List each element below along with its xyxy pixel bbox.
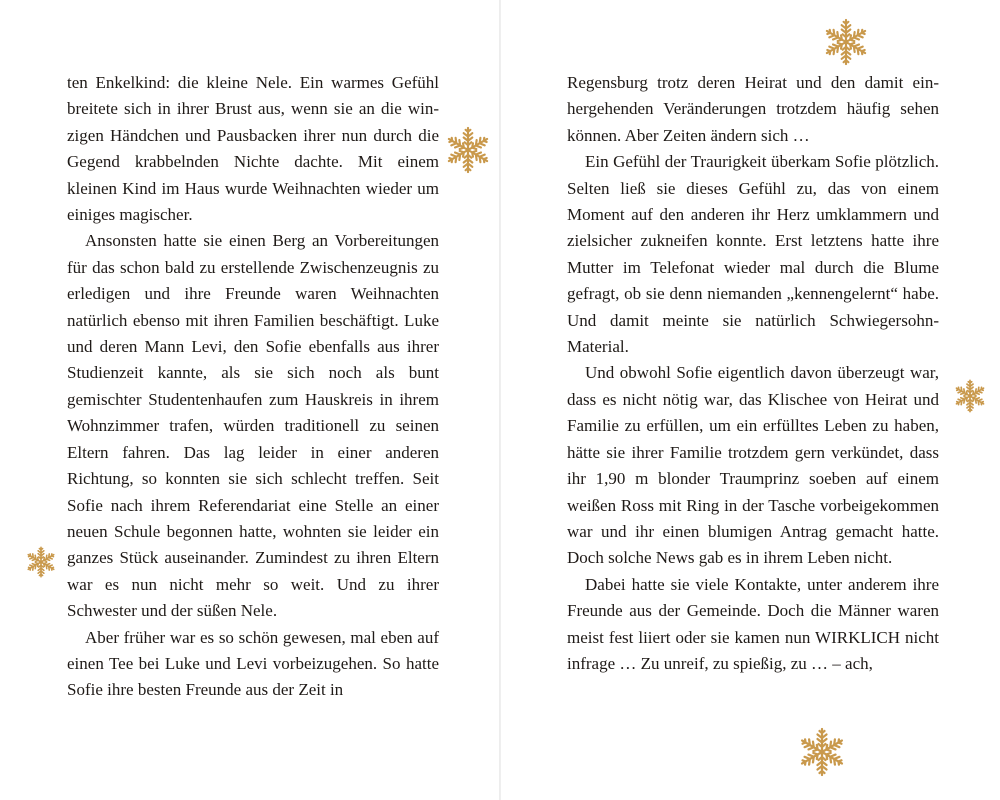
left-paragraph-3: Aber früher war es so schön gewesen, mal eben auf einen Tee bei Luke und Levi vorbeizugehen. So hatte Sofie ihre besten Freunde aus der Zeit in xyxy=(67,627,439,700)
left-paragraph-2: Ansonsten hatte sie einen Berg an Vorbereitungen für das schon bald zu erstellende Zwischenzeugnis zu erledigen und ihre Freunde waren Weihnachten natürlich ebenso mit ihren Familien beschäftigt. Luke und deren Mann Levi, den Sofie ebenfalls aus ihrer Studienzeit kannte, als sie sich noch als bunt gemischter Studentenhaufen zum Hauskreis in ihrem Wohnzimmer trafen, würden traditionell zu seinen Eltern fahren. Das lag leider in einer anderen Richtung, so konnten sie sich schlecht treffen. Seit Sofie nach ihrem Referendariat eine Stelle an einer neuen Schule begonnen hatte, wohnten sie leider ein ganzes Stück auseinander. Zumindest zu ihren Eltern war es nun nicht mehr so weit. Und zu ihrer Schwester und der süßen Nele. xyxy=(67,231,439,621)
snowflake-icon xyxy=(444,124,492,176)
left-paragraph-1: ten Enkelkind: die kleine Nele. Ein warmes Gefühl breitete sich in ihrer Brust aus, wenn sie an die winzigen Händchen und Pausbacken ihrer nun durch die Gegend krabbelnden Nichte dachte. Mit einem kleinen Kind im Haus wurde Weihnachten wieder um einiges magischer. xyxy=(67,73,439,225)
snowflake-icon xyxy=(797,725,847,779)
right-paragraph-3: Und obwohl Sofie eigentlich davon überzeugt war, dass es nicht nötig war, das Klischee von Heirat und Familie zu erfüllen, um ein erfülltes Leben zu haben, hätte sie ihrer Familie trotzdem gern verkündet, dass ihr 1,90 m blonder Traumprinz soeben auf einem weißen Ross mit Ring in der Tasche vorbeigekommen war und ihr einen blumigen Antrag gemacht hatte. Doch solche News gab es in ihrem Leben nicht. xyxy=(567,363,939,568)
right-page xyxy=(500,0,1000,800)
snowflake-icon xyxy=(953,378,987,414)
snowflake-icon xyxy=(25,545,57,579)
snowflake-icon xyxy=(822,16,870,68)
right-paragraph-4: Dabei hatte sie viele Kontakte, unter anderem ihre Freunde aus der Gemeinde. Doch die Männer waren meist fest liiert oder sie kamen nun WIRKLICH nicht infrage … Zu unreif, zu spießig, zu … – ach, xyxy=(567,574,939,673)
right-paragraph-1: Regensburg trotz deren Heirat und den damit einhergehenden Veränderungen trotzdem häufig sehen können. Aber Zeiten ändern sich … xyxy=(567,73,939,145)
right-paragraph-2: Ein Gefühl der Traurigkeit überkam Sofie plötzlich. Selten ließ sie dieses Gefühl zu, das von einem Moment auf den anderen ihr Herz umklammern und zielsicher zukneifen konnte. Erst letztens hatte ihre Mutter im Telefonat wieder mal durch die Blume gefragt, ob sie denn niemanden „kennengelernt“ habe. Und damit meinte sie natürlich Schwiegersohn-Material. xyxy=(567,152,939,357)
left-text-column xyxy=(67,70,439,704)
right-text-column xyxy=(567,70,939,677)
